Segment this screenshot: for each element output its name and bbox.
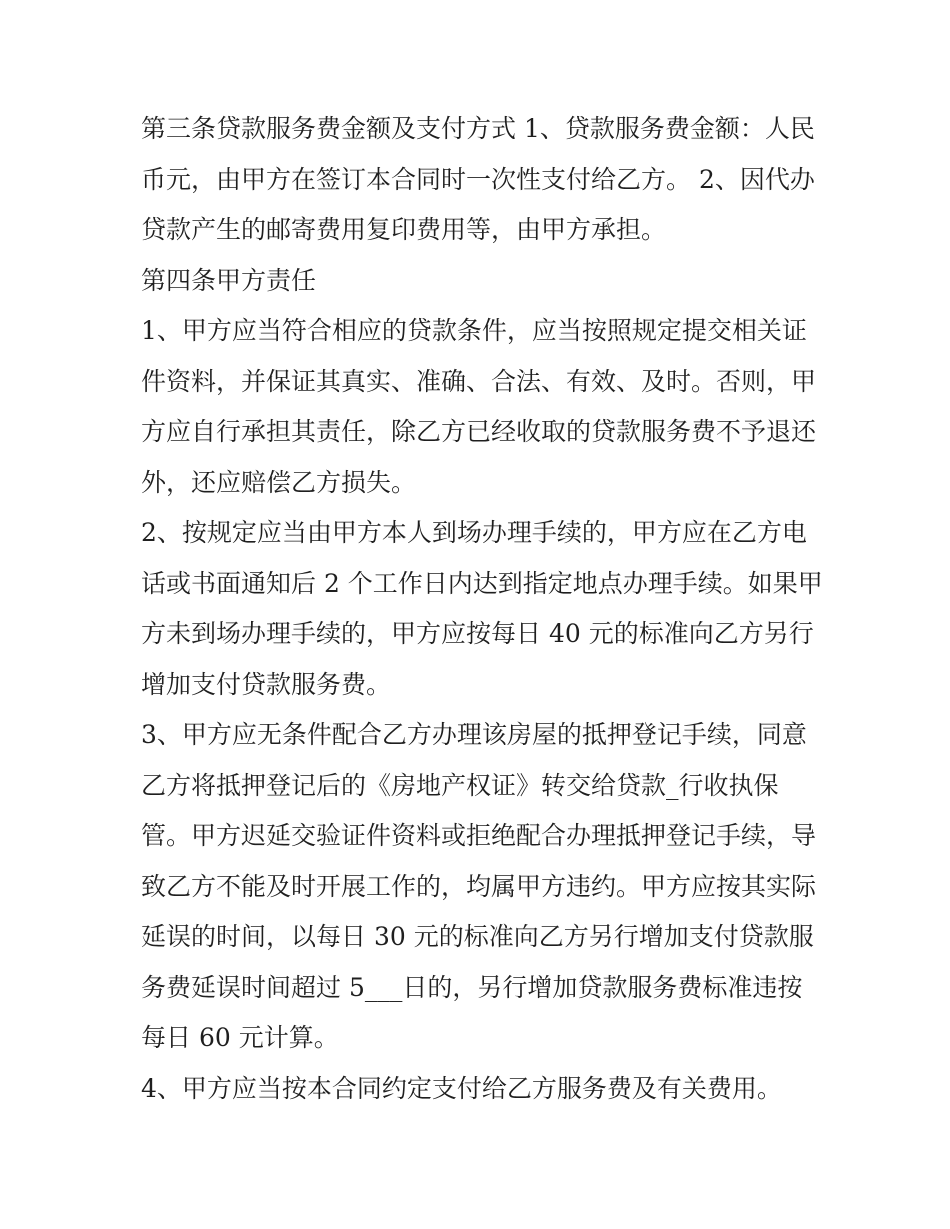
clause-4-heading: 第四条甲方责任 <box>141 265 317 295</box>
text-line: 每日 60 元计算。 <box>141 1023 339 1052</box>
text-line: 务费延误时间超过 5___日的，另行增加贷款服务费标准违按 <box>141 972 803 1002</box>
text-line: 外，还应赔偿乙方损失。 <box>141 467 417 497</box>
text-line: 方应自行承担其责任，除乙方已经收取的贷款服务费不予退还 <box>141 417 817 446</box>
text-line: 话或书面通知后 2 个工作日内达到指定地点办理手续。如果甲 <box>141 568 823 598</box>
text-line: 方未到场办理手续的，甲方应按每日 40 元的标准向乙方另行 <box>141 619 814 648</box>
text-line: 件资料，并保证其真实、准确、合法、有效、及时。否则，甲 <box>141 366 817 396</box>
text-line: 币元，由甲方在签订本合同时一次性支付给乙方。 2、因代办 <box>141 164 815 194</box>
text-line: 延误的时间，以每日 30 元的标准向乙方另行增加支付贷款服 <box>141 922 814 951</box>
item-3-line: 3、甲方应无条件配合乙方办理该房屋的抵押登记手续，同意 <box>141 720 807 749</box>
text-line: 管。甲方迟延交验证件资料或拒绝配合办理抵押登记手续，导 <box>141 821 817 850</box>
contract-text <box>141 104 821 1114</box>
text-line: 致乙方不能及时开展工作的，均属甲方违约。甲方应按其实际 <box>141 871 817 901</box>
item-4-line: 4、甲方应当按本合同约定支付给乙方服务费及有关费用。 <box>141 1073 782 1103</box>
item-1-line: 1、甲方应当符合相应的贷款条件，应当按照规定提交相关证 <box>141 316 807 345</box>
item-2-line: 2、按规定应当由甲方本人到场办理手续的，甲方应在乙方电 <box>141 518 807 547</box>
text-line: 增加支付贷款服务费。 <box>141 669 392 699</box>
clause-3-heading-line: 第三条贷款服务费金额及支付方式 1、贷款服务费金额：人民 <box>141 114 815 143</box>
text-line: 乙方将抵押登记后的《房地产权证》转交给贷款_行收执保 <box>141 770 779 800</box>
text-line: 贷款产生的邮寄费用复印费用等，由甲方承担。 <box>141 215 667 244</box>
